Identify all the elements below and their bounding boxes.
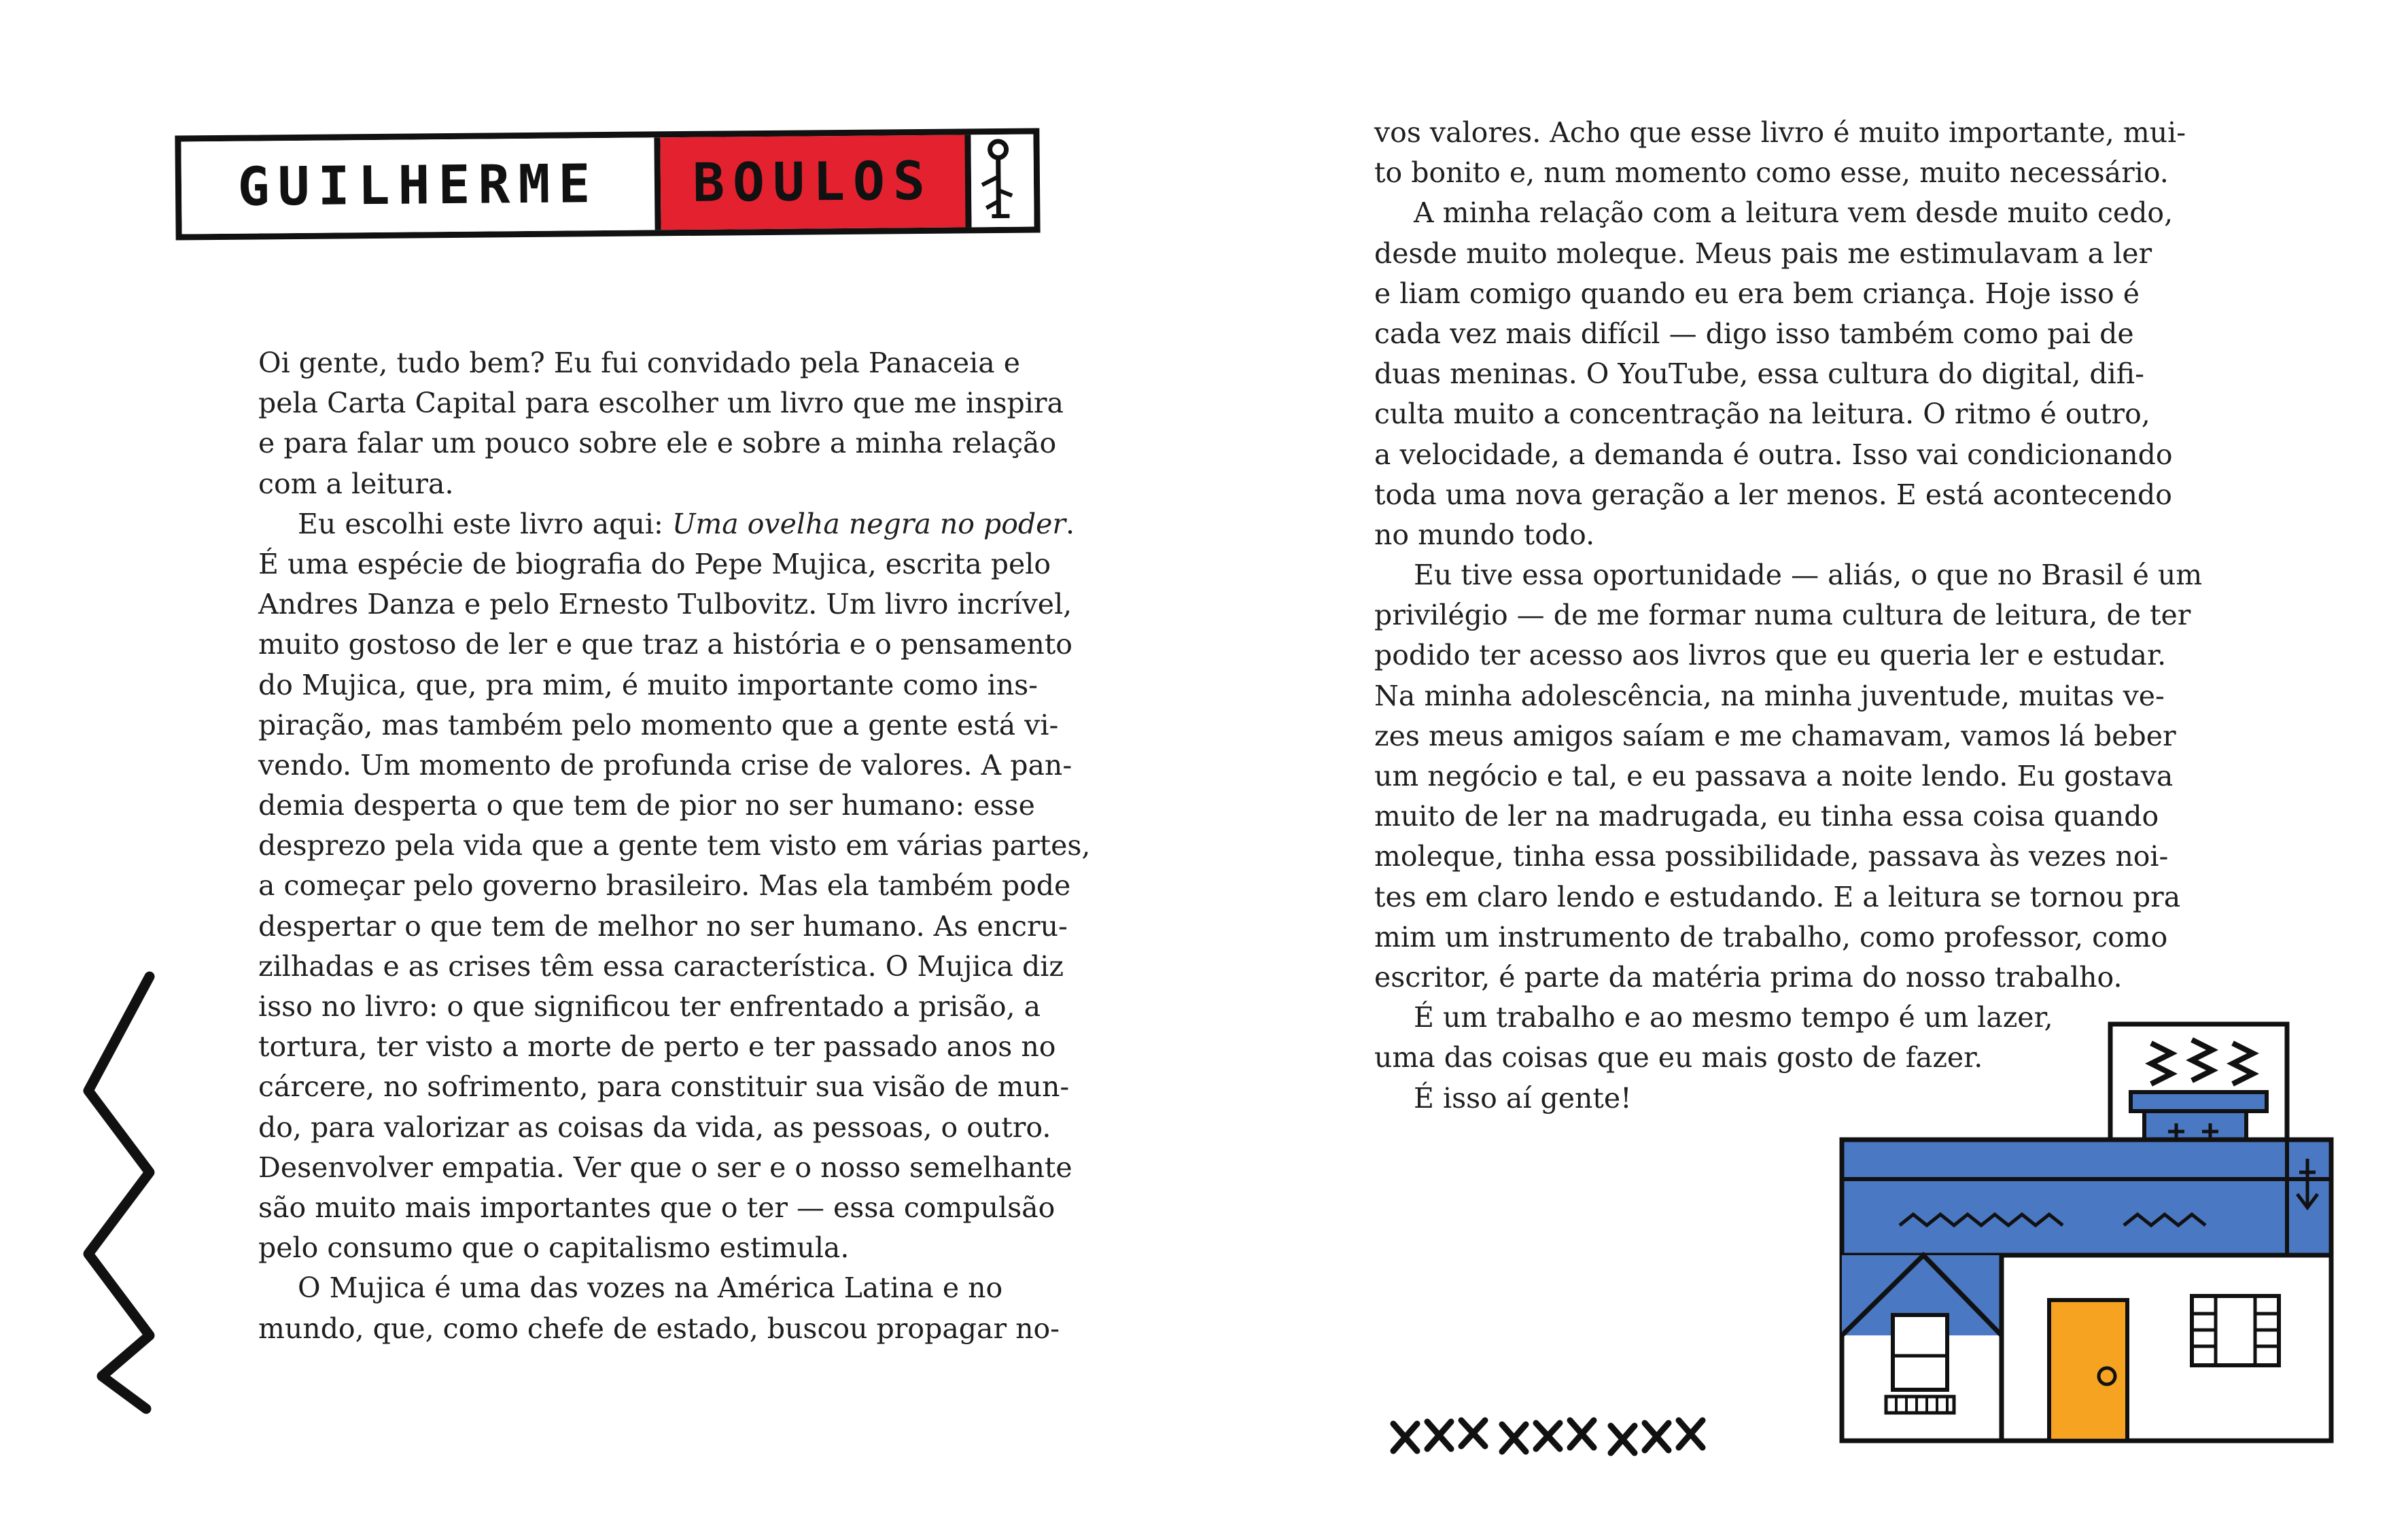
text-line: O Mujica é uma das vozes na América Latina e no: [298, 1272, 1003, 1305]
text-line: um negócio e tal, e eu passava a noite lendo. Eu gostava: [1374, 760, 2174, 792]
text-line: uma das coisas que eu mais gosto de fazer.: [1374, 1041, 1983, 1074]
text-line: É um trabalho e ao mesmo tempo é um lazer,: [1414, 1001, 2053, 1034]
text-line: muito de ler na madrugada, eu tinha essa coisa quando: [1374, 800, 2159, 833]
text-line: a começar pelo governo brasileiro. Mas ela também pode: [258, 869, 1071, 902]
last-name: BOULOS: [692, 150, 934, 214]
left-text-column: [258, 343, 1091, 1349]
text-line: vos valores. Acho que esse livro é muito importante, mui-: [1374, 116, 2186, 149]
house-illustration: [1832, 1016, 2335, 1451]
text-line: culta muito a concentração na leitura. O ritmo é outro,: [1374, 398, 2150, 431]
last-name-box: [660, 135, 971, 230]
text-line: Andres Danza e pelo Ernesto Tulbovitz. Um livro incrível,: [258, 588, 1072, 621]
text-line: e para falar um pouco sobre ele e sobre a minha relação: [258, 427, 1057, 460]
text-line: vendo. Um momento de profunda crise de valores. A pan-: [258, 748, 1072, 782]
text-line: piração, mas também pelo momento que a gente está vi-: [258, 708, 1059, 741]
right-page: [1203, 0, 2408, 1525]
text-line: zes meus amigos saíam e me chamavam, vamos lá beber: [1374, 719, 2176, 752]
text-line: isso no livro: o que significou ter enfrentado a prisão, a: [258, 990, 1041, 1023]
text-line: cárcere, no sofrimento, para constituir sua visão de mun-: [258, 1070, 1070, 1104]
key-icon: [971, 135, 1022, 228]
author-name-header: [175, 128, 1040, 240]
text-line: Eu tive essa oportunidade — aliás, o que no Brasil é um: [1414, 559, 2203, 592]
text-line: É uma espécie de biografia do Pepe Mujica, escrita pelo: [258, 547, 1051, 580]
first-name-box: [181, 137, 661, 234]
text-line: cada vez mais difícil — digo isso também como pai de: [1374, 317, 2134, 350]
text-line: privilégio — de me formar numa cultura de leitura, de ter: [1374, 599, 2191, 632]
text-line: e liam comigo quando eu era bem criança. Hoje isso é: [1374, 277, 2140, 310]
text-line: pela Carta Capital para escolher um livro que me inspira: [258, 387, 1064, 420]
text-line: Na minha adolescência, na minha juventude, muitas ve-: [1374, 679, 2165, 712]
text-line: tes em claro lendo e estudando. E a leitura se tornou pra: [1374, 880, 2181, 913]
text-line: podido ter acesso aos livros que eu queria ler e estudar.: [1374, 639, 2167, 672]
text-line: pelo consumo que o capitalismo estimula.: [258, 1231, 850, 1265]
text-line: Desenvolver empatia. Ver que o ser e o nosso semelhante: [258, 1151, 1072, 1184]
text-line: zilhadas e as crises têm essa característica. O Mujica diz: [258, 949, 1064, 983]
book-title: Uma ovelha negra no poder: [671, 507, 1066, 540]
text-line: muito gostoso de ler e que traz a história e o pensamento: [258, 628, 1072, 661]
text-line: [258, 504, 1075, 544]
text-line: desprezo pela vida que a gente tem visto em várias partes,: [258, 829, 1091, 862]
text-segment: .: [1066, 507, 1075, 540]
text-line: É isso aí gente!: [1414, 1081, 1632, 1115]
text-line: mim um instrumento de trabalho, como professor, como: [1374, 920, 2168, 953]
cross-marks-row-icon: [1386, 1414, 1794, 1461]
text-line: com a leitura.: [258, 467, 454, 500]
text-line: no mundo todo.: [1374, 518, 1595, 551]
first-name: GUILHERME: [237, 154, 599, 218]
text-segment: Eu escolhi este livro aqui:: [298, 507, 672, 540]
left-page: [0, 0, 1203, 1525]
text-line: mundo, que, como chefe de estado, buscou propagar no-: [258, 1312, 1060, 1345]
text-line: toda uma nova geração a ler menos. E está acontecendo: [1374, 478, 2172, 511]
text-line: to bonito e, num momento como esse, muito necessário.: [1374, 156, 2169, 190]
text-line: desde muito moleque. Meus pais me estimulavam a ler: [1374, 236, 2152, 270]
text-line: são muito mais importantes que o ter — essa compulsão: [258, 1191, 1055, 1224]
text-line: moleque, tinha essa possibilidade, passava às vezes noi-: [1374, 840, 2169, 873]
zigzag-line-icon: [68, 968, 170, 1417]
text-line: do, para valorizar as coisas da vida, as pessoas, o outro.: [258, 1110, 1051, 1144]
text-line: Oi gente, tudo bem? Eu fui convidado pela Panaceia e: [258, 347, 1021, 379]
text-line: duas meninas. O YouTube, essa cultura do digital, difi-: [1374, 357, 2144, 391]
text-line: tortura, ter visto a morte de perto e ter passado anos no: [258, 1030, 1056, 1064]
right-text-column: [1374, 113, 2203, 1119]
key-icon-box: [971, 135, 1034, 228]
text-line: escritor, é parte da matéria prima do nosso trabalho.: [1374, 960, 2123, 994]
text-line: despertar o que tem de melhor no ser humano. As encru-: [258, 909, 1068, 943]
text-line: A minha relação com a leitura vem desde muito cedo,: [1414, 196, 2174, 230]
text-line: do Mujica, que, pra mim, é muito importante como ins-: [258, 668, 1039, 701]
text-line: a velocidade, a demanda é outra. Isso vai condicionando: [1374, 438, 2173, 471]
text-line: demia desperta o que tem de pior no ser humano: esse: [258, 789, 1035, 822]
